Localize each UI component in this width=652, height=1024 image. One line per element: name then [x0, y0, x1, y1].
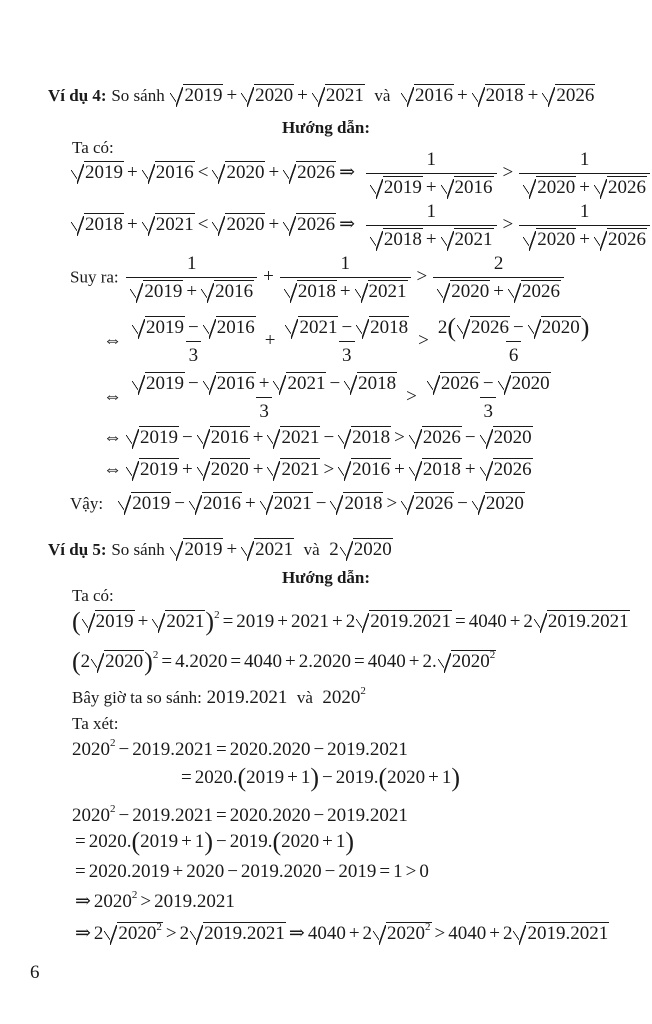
- ex5-we-have: Ta có:: [72, 586, 114, 605]
- ex5-text: So sánh: [111, 540, 165, 559]
- ex4-line7: ⇔ 2019 + 2020 + 2021 > 2016 + 2018 + 2026: [103, 459, 532, 480]
- ex4-text: So sánh: [111, 86, 165, 105]
- ex5-and: và: [303, 540, 320, 559]
- ex5-line4: = 2020.(2019 + 1) − 2019.(2020 + 1): [181, 763, 461, 792]
- ex4-line6: ⇔ 2019 − 2016 + 2021 − 2018 > 2026 − 2020: [103, 427, 532, 448]
- ex5-consider: Ta xét:: [72, 714, 119, 733]
- ex5-guide-heading: Hướng dẫn:: [281, 568, 371, 587]
- ex4-line4: ⇔ $\frac{2019 - 2016}{3}$ + $\frac{2021 - 2018}{3}$ > $\frac{2( 2026 - 2020)}{6}$: [103, 313, 590, 366]
- ex5-line9: ⇒ 2 $2020^2 > 2$ 2019.2021 ⇒ 4040 + 2 $2020^2 > 4040 + 2$ 2019.2021: [75, 921, 609, 944]
- ex5-line6: = 2020.(2019 + 1) − 2019.(2020 + 1): [75, 827, 355, 856]
- ex4-we-have: Ta có:: [72, 138, 114, 157]
- ex5-label: Ví dụ 5:: [48, 540, 107, 559]
- ex4-line5: ⇔ $\frac{2019 - 2016 + 2021 - 2018}{3}$ > $\frac{2026 - 2020}{3}$: [103, 373, 550, 422]
- ex5-line8: ⇒ $2020^2 > 2019.2021$: [75, 889, 235, 912]
- ex4-statement: Ví dụ 4: So sánh 2019 + 2020 + 2021 và 2016 + 2018 + 2026: [48, 85, 595, 106]
- ex5-line2: (2 2020)$^2$ = 4.2020 = 4040 + 2.2020 = 4040 + 2. 2020$^2$: [72, 647, 496, 676]
- ex4-conclusion: Vậy: 2019 − 2016 + 2021 − 2018 > 2026 − 2020: [70, 493, 524, 514]
- ex5-line5: $2020^2 - 2019.2021 = 2020.2020 - 2019.2021$: [72, 803, 408, 826]
- ex5-statement: Ví dụ 5: So sánh 2019 + 2021 và 2 2020: [48, 539, 392, 560]
- ex5-line3: $2020^2 - 2019.2021 = 2020.2020 - 2019.2021$: [72, 737, 408, 760]
- ex4-line3: Suy ra: $\frac{1}{2019 + 2016}$ + $\frac{1}{2018 + 2021}$ > $\frac{2}{2020 + 2026}$: [70, 252, 567, 304]
- ex4-line2: 2018 + 2021 < 2020 + 2026 ⇒ $\frac{1}{2018 + 2021}$ > $\frac{1}{2020 + 2026}$: [70, 200, 652, 252]
- ex4-therefore: Suy ra:: [70, 267, 119, 287]
- ex4-and: và: [374, 86, 391, 105]
- ex4-conclusion-label: Vậy:: [70, 494, 104, 513]
- ex4-line1: 2019 + 2016 < 2020 + 2026 ⇒ $\frac{1}{2019 + 2016}$ > $\frac{1}{2020 + 2026}$: [70, 148, 652, 200]
- ex5-line7: = 2020.2019 + 2020 − 2019.2020 − 2019 = 1 > 0: [75, 861, 429, 882]
- ex5-line1: ( 2019 + 2021)$^2$ = 2019 + 2021 + 2 2019.2021 = 4040 + 2 2019.2021: [72, 607, 629, 636]
- page-number: 6: [30, 962, 40, 983]
- ex5-now-compare-label: Bây giờ ta so sánh:: [72, 688, 202, 707]
- ex4-label: Ví dụ 4:: [48, 86, 107, 105]
- ex5-now-compare: Bây giờ ta so sánh: 2019.2021 và 2020$^2$: [72, 685, 366, 708]
- ex4-guide-heading: Hướng dẫn:: [281, 118, 371, 137]
